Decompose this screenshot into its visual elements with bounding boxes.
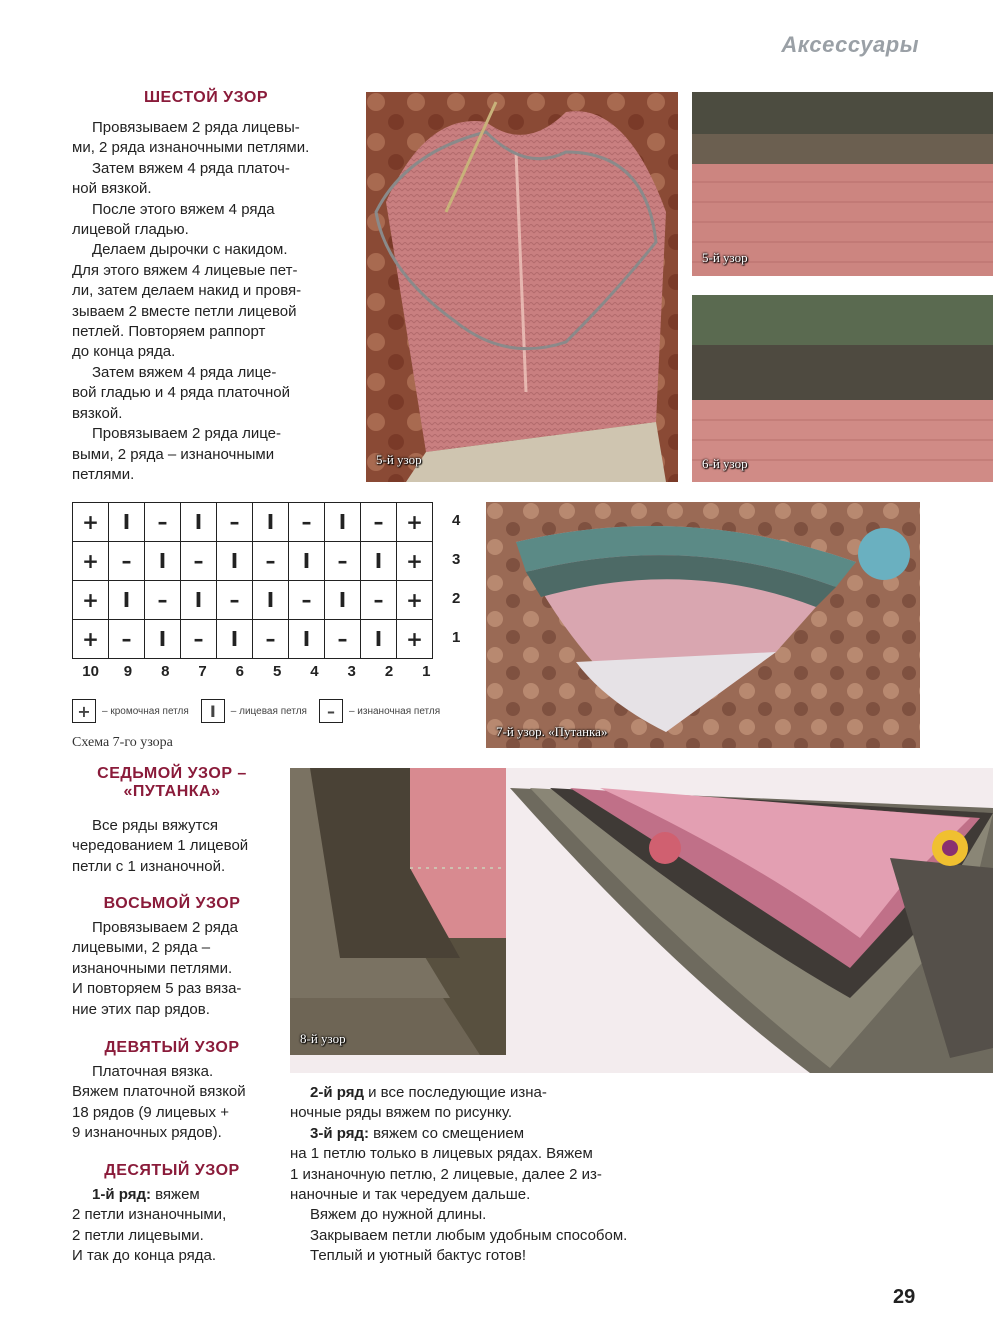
text-line: наночные и так чередуем дальше. [290, 1186, 531, 1204]
scheme-caption: Схема 7-го узора [72, 735, 173, 750]
photo-caption: 7-й узор. «Путанка» [496, 724, 608, 739]
scheme-cell: I [361, 620, 397, 659]
photo-caption: 5-й узор [702, 250, 748, 265]
scheme-cell: + [73, 581, 109, 620]
text-line: Провязываем 2 ряда [92, 919, 238, 936]
scheme-row-number: 4 [452, 512, 461, 529]
scheme-cell: – [109, 620, 145, 659]
text-line: Платочная вязка. [92, 1063, 214, 1080]
legend-symbol: I [201, 699, 225, 723]
text-line: Делаем дырочки с накидом. [92, 241, 288, 259]
scheme-cell: + [73, 620, 109, 659]
text-line: ние этих пар рядов. [72, 1000, 210, 1018]
scheme-legend [72, 699, 452, 723]
scheme-cell: I [109, 581, 145, 620]
scheme-row [73, 581, 433, 620]
scheme-cell: – [325, 542, 361, 581]
photo-sixth-pattern-closeup [692, 295, 993, 482]
scheme-cell: – [289, 581, 325, 620]
scheme-cell: – [217, 581, 253, 620]
scheme-row-number: 2 [452, 590, 461, 607]
scheme-cell: – [361, 581, 397, 620]
scheme-cell: – [289, 503, 325, 542]
scheme-cell: + [73, 503, 109, 542]
photo-eighth-pattern-inset [290, 768, 506, 1055]
photo-seventh-pattern-shawl [486, 502, 920, 748]
scheme-col-number: 10 [82, 663, 99, 680]
text-line: ночные ряды вяжем по рисунку. [290, 1104, 512, 1122]
scheme-col-number: 6 [235, 663, 244, 680]
text-line: Провязываем 2 ряда лицевы- [92, 119, 300, 136]
legend-symbol: – [319, 699, 343, 723]
seventh-pattern-title [72, 765, 272, 801]
text-line: Все ряды вяжутся [92, 817, 218, 834]
text-line: вязкой. [72, 404, 123, 422]
photo-caption: 5-й узор [376, 452, 422, 467]
text-line: Затем вяжем 4 ряда лице- [92, 363, 277, 381]
scheme-cell: I [289, 620, 325, 659]
scheme-cell: – [145, 503, 181, 542]
legend-item [201, 699, 307, 723]
scheme-col-number: 5 [272, 663, 282, 680]
scheme-cell: I [361, 542, 397, 581]
scheme-cell: – [361, 503, 397, 542]
knitting-scheme [72, 502, 433, 659]
scheme-row [73, 542, 433, 581]
text-line: 2 петли лицевыми. [72, 1226, 204, 1244]
text-line: лицевой гладью. [72, 221, 189, 239]
scheme-cell: – [109, 542, 145, 581]
scheme-cell: I [145, 620, 181, 659]
text-line: изнаночными петлями. [72, 959, 233, 977]
text-line: Вяжем до нужной длины. [310, 1206, 487, 1224]
text-line: петлями. [72, 465, 135, 483]
text-line: Вяжем платочной вязкой [72, 1083, 246, 1101]
photo-knitting-on-needles [366, 92, 678, 482]
row-label: 3-й ряд: [310, 1124, 369, 1142]
scheme-col-number: 7 [198, 663, 207, 680]
scheme-col-number: 8 [161, 663, 170, 680]
scheme-col-number: 1 [422, 663, 431, 680]
scheme-cell: I [181, 581, 217, 620]
text-line: После этого вяжем 4 ряда [92, 200, 275, 218]
text-line: лицевыми, 2 ряда – [72, 939, 211, 957]
row-label: 1-й ряд: [92, 1186, 151, 1203]
ninth-pattern-text [72, 1062, 282, 1144]
sixth-pattern-text [72, 118, 362, 485]
scheme-col-number: 2 [384, 663, 394, 680]
photo-fifth-pattern-closeup [692, 92, 993, 276]
scheme-cell: – [145, 581, 181, 620]
scheme-cell: I [217, 620, 253, 659]
title-line: СЕДЬМОЙ УЗОР – [97, 765, 247, 782]
text-line: Теплый и уютный бактус готов! [310, 1247, 527, 1265]
scheme-cell: I [325, 581, 361, 620]
scheme-grid [72, 502, 433, 659]
photo-caption: 6-й узор [702, 456, 748, 471]
text-line: 2 петли изнаночными, [72, 1206, 227, 1224]
scheme-cell: + [397, 581, 433, 620]
text-line: выми, 2 ряда – изнаночными [72, 445, 275, 463]
scheme-col-number: 3 [347, 663, 356, 680]
text-span: вяжем [150, 1186, 200, 1203]
scheme-row-number: 3 [452, 551, 461, 568]
photo-caption: 8-й узор [300, 1031, 346, 1046]
legend-item [319, 699, 440, 723]
text-line: до конца ряда. [72, 343, 176, 361]
legend-label: – изнаночная петля [348, 705, 441, 717]
text-line: Для этого вяжем 4 лицевые пет- [72, 261, 298, 279]
text-line: 1 изнаночную петлю, 2 лицевые, далее 2 из- [290, 1165, 602, 1183]
legend-symbol: + [72, 699, 96, 723]
legend-label: – лицевая петля [230, 705, 307, 717]
row-label: 2-й ряд [310, 1084, 364, 1101]
section-header: Аксессуары [781, 32, 919, 57]
page-number: 29 [893, 1286, 916, 1308]
scheme-cell: – [325, 620, 361, 659]
text-line: зываем 2 вместе петли лицевой [72, 302, 297, 320]
text-span: и все последующие изна- [363, 1084, 547, 1101]
scheme-cell: + [73, 542, 109, 581]
scheme-row [73, 620, 433, 659]
text-line: Провязываем 2 ряда лице- [92, 425, 281, 443]
text-line: И так до конца ряда. [72, 1247, 217, 1265]
scheme-col-number: 4 [310, 663, 319, 680]
text-line: вой гладью и 4 ряда платочной [72, 384, 290, 402]
scheme-cell: – [181, 620, 217, 659]
text-line: петлей. Повторяем раппорт [72, 323, 266, 341]
ninth-pattern-title: ДЕВЯТЫЙ УЗОР [104, 1039, 240, 1056]
scheme-column-numbers [72, 663, 445, 680]
text-line: чередованием 1 лицевой [72, 837, 249, 855]
eighth-pattern-text [72, 918, 282, 1020]
scheme-cell: + [397, 503, 433, 542]
legend-item [72, 699, 189, 723]
tenth-pattern-continuation [290, 1083, 710, 1267]
tenth-pattern-text [72, 1185, 287, 1267]
scheme-cell: I [253, 503, 289, 542]
scheme-col-number: 9 [123, 663, 133, 680]
text-line: 18 рядов (9 лицевых + [72, 1103, 229, 1121]
text-line: Затем вяжем 4 ряда платоч- [92, 159, 290, 177]
scheme-cell: – [217, 503, 253, 542]
text-line: Закрываем петли любым удобным способом. [310, 1226, 628, 1244]
text-span: вяжем со смещением [368, 1124, 525, 1142]
scheme-cell: I [181, 503, 217, 542]
sixth-pattern-title: ШЕСТОЙ УЗОР [143, 89, 269, 106]
text-line: ли, затем делаем накид и провя- [72, 282, 302, 300]
seventh-pattern-text [72, 816, 282, 877]
scheme-cell: – [253, 542, 289, 581]
eighth-pattern-title: ВОСЬМОЙ УЗОР [103, 895, 241, 912]
tenth-pattern-title: ДЕСЯТЫЙ УЗОР [104, 1162, 240, 1179]
text-line: ной вязкой. [72, 180, 152, 198]
text-line: на 1 петлю только в лицевых рядах. Вяжем [290, 1145, 593, 1163]
title-line: «ПУТАНКА» [123, 783, 221, 800]
scheme-cell: I [217, 542, 253, 581]
scheme-row-number: 1 [452, 629, 461, 646]
legend-label: – кромочная петля [102, 705, 189, 717]
text-line: петли с 1 изнаночной. [72, 857, 226, 875]
scheme-cell: I [289, 542, 325, 581]
text-line: И повторяем 5 раз вяза- [72, 980, 242, 998]
scheme-cell: – [253, 620, 289, 659]
text-line: ми, 2 ряда изнаночными петлями. [72, 139, 310, 157]
scheme-cell: I [109, 503, 145, 542]
text-line: 9 изнаночных рядов). [72, 1124, 222, 1142]
scheme-cell: I [145, 542, 181, 581]
scheme-cell: I [325, 503, 361, 542]
scheme-cell: – [181, 542, 217, 581]
scheme-cell: + [397, 542, 433, 581]
scheme-cell: + [397, 620, 433, 659]
scheme-cell: I [253, 581, 289, 620]
scheme-row [73, 503, 433, 542]
